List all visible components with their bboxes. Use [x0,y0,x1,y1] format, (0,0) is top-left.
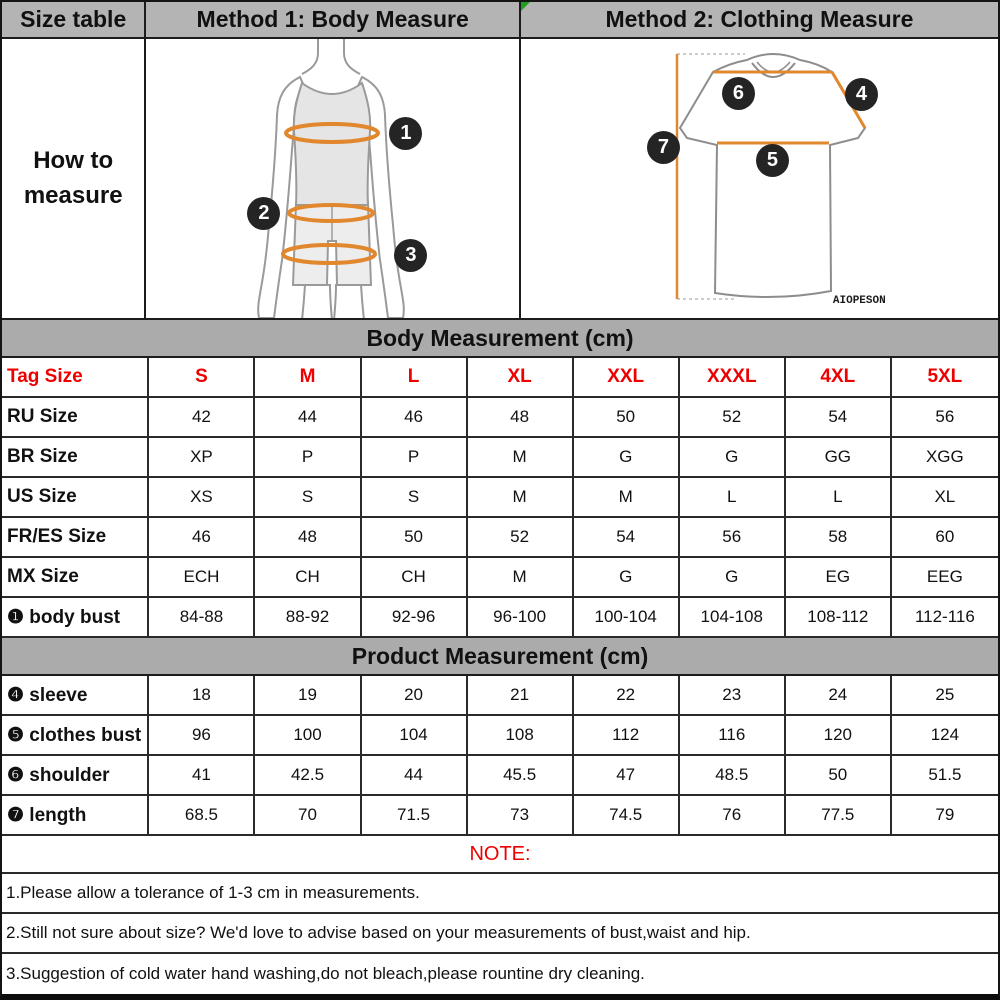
value-cell: L [680,478,786,516]
value-cell: 77.5 [786,796,892,834]
value-cell: 92-96 [362,598,468,636]
value-cell: 70 [255,796,361,834]
value-cell: 20 [362,676,468,714]
method2-header [521,2,998,37]
value-cell: M [255,358,361,396]
value-cell: 52 [468,518,574,556]
value-cell: 45.5 [468,756,574,794]
value-cell: 74.5 [574,796,680,834]
measure-point-1: 1 [389,117,422,150]
value-cell: EG [786,558,892,596]
table-row [2,478,998,518]
value-cell: 52 [680,398,786,436]
value-cell: 96-100 [468,598,574,636]
value-cell: 56 [680,518,786,556]
value-cell: 21 [468,676,574,714]
row-label: ❺ clothes bust [2,716,149,754]
measure-point-3: 3 [394,239,427,272]
value-cell: 24 [786,676,892,714]
value-cell: 100 [255,716,361,754]
value-cell: 44 [362,756,468,794]
value-cell: 100-104 [574,598,680,636]
table-row [2,398,998,438]
value-cell: G [680,558,786,596]
value-cell: EEG [926,567,963,586]
value-cell: 54 [574,518,680,556]
row-label: ❻ shoulder [2,756,149,794]
body-measurement-title: Body Measurement (cm) [2,320,998,358]
value-cell: 116 [680,716,786,754]
note-title: NOTE: [2,836,998,874]
value-cell: 108-112 [786,598,892,636]
value-cell: 44 [255,398,361,436]
table-row [2,756,998,796]
value-cell: M [468,478,574,516]
value-cell: 124 [930,725,960,744]
value-cell: CH [362,558,468,596]
brand-label: AIOPESON [832,295,886,307]
value-cell: G [574,558,680,596]
value-cell: 73 [468,796,574,834]
value-cell: 71.5 [362,796,468,834]
how-to-line2: measure [23,181,123,209]
value-cell: GG [786,438,892,476]
value-cell: 48 [468,398,574,436]
method2-header-label: Method 2: Clothing Measure [605,6,914,32]
value-cell: XS [149,478,255,516]
value-cell: 47 [574,756,680,794]
value-cell: P [362,438,468,476]
value-cell: 48 [255,518,361,556]
value-cell: P [255,438,361,476]
value-cell: 96 [149,716,255,754]
value-cell: CH [255,558,361,596]
value-cell: 51.5 [928,765,962,784]
value-cell: 108 [468,716,574,754]
measure-point-5: 5 [756,144,789,177]
illustration-row [2,39,998,320]
value-cell: 112 [574,716,680,754]
value-cell: 104-108 [680,598,786,636]
value-cell: 120 [786,716,892,754]
value-cell: XL [468,358,574,396]
table-row [2,438,998,478]
value-cell: S [255,478,361,516]
value-cell: 50 [786,756,892,794]
cell-corner-flag-icon [521,2,530,11]
value-cell: XP [149,438,255,476]
value-cell: XL [934,487,956,506]
row-label: Tag Size [2,358,149,396]
value-cell: XXXL [680,358,786,396]
value-cell: 46 [149,518,255,556]
row-label: BR Size [2,438,149,476]
value-cell: L [362,358,468,396]
clothing-measure-illustration [521,39,998,318]
table-row [2,796,998,836]
value-cell: 76 [680,796,786,834]
table-row [2,358,998,398]
product-measurement-title: Product Measurement (cm) [2,638,998,676]
row-label: RU Size [2,398,149,436]
method1-header: Method 1: Body Measure [146,2,520,37]
value-cell: ECH [149,558,255,596]
value-cell: 68.5 [149,796,255,834]
body-measure-illustration [146,39,520,318]
table-row [2,716,998,756]
value-cell: 46 [362,398,468,436]
row-label: ❼ length [2,796,149,834]
body-figure-drawing [146,39,520,318]
value-cell: 50 [574,398,680,436]
table-row [2,558,998,598]
table-row [2,598,998,638]
value-cell: M [574,478,680,516]
row-label: US Size [2,478,149,516]
value-cell: 42.5 [255,756,361,794]
row-label: FR/ES Size [2,518,149,556]
how-to-measure-label [2,39,146,318]
value-cell: 79 [935,805,955,824]
value-cell: 22 [574,676,680,714]
measure-point-4: 4 [845,78,878,111]
value-cell: 56 [935,407,955,426]
row-label: ❹ sleeve [2,676,149,714]
top-header-row [2,2,998,39]
how-to-line1: How to [33,146,114,174]
value-cell: 104 [362,716,468,754]
value-cell: S [149,358,255,396]
value-cell: 25 [935,685,955,704]
value-cell: 58 [786,518,892,556]
note-item-3: 3.Suggestion of cold water hand washing,do not bleach,please rountine dry cleaning. [6,964,645,983]
value-cell: XXL [574,358,680,396]
value-cell: S [362,478,468,516]
measure-point-2: 2 [247,197,280,230]
value-cell: 48.5 [680,756,786,794]
value-cell: 23 [680,676,786,714]
row-label: MX Size [2,558,149,596]
value-cell: XGG [925,447,964,466]
value-cell: M [468,558,574,596]
size-table-header: Size table [2,2,146,37]
note-item-1: 1.Please allow a tolerance of 1-3 cm in measurements. [2,874,998,914]
value-cell: 19 [255,676,361,714]
measure-point-7: 7 [647,131,680,164]
table-row [2,518,998,558]
row-label: ❶ body bust [2,598,149,636]
value-cell: 84-88 [149,598,255,636]
table-row [2,676,998,716]
value-cell: 18 [149,676,255,714]
value-cell: M [468,438,574,476]
value-cell: 50 [362,518,468,556]
measure-point-6: 6 [722,77,755,110]
value-cell: 41 [149,756,255,794]
value-cell: G [680,438,786,476]
note-item-2: 2.Still not sure about size? We'd love to advise based on your measurements of bust,waist and hip. [2,914,998,954]
value-cell: 5XL [927,366,963,387]
value-cell: G [574,438,680,476]
value-cell: 60 [935,527,955,546]
value-cell: 88-92 [255,598,361,636]
body-measurement-table [2,358,998,638]
value-cell: 112-116 [914,607,975,626]
value-cell: 42 [149,398,255,436]
value-cell: 54 [786,398,892,436]
value-cell: L [786,478,892,516]
tshirt-drawing [521,39,998,318]
value-cell: 4XL [786,358,892,396]
product-measurement-table [2,676,998,836]
